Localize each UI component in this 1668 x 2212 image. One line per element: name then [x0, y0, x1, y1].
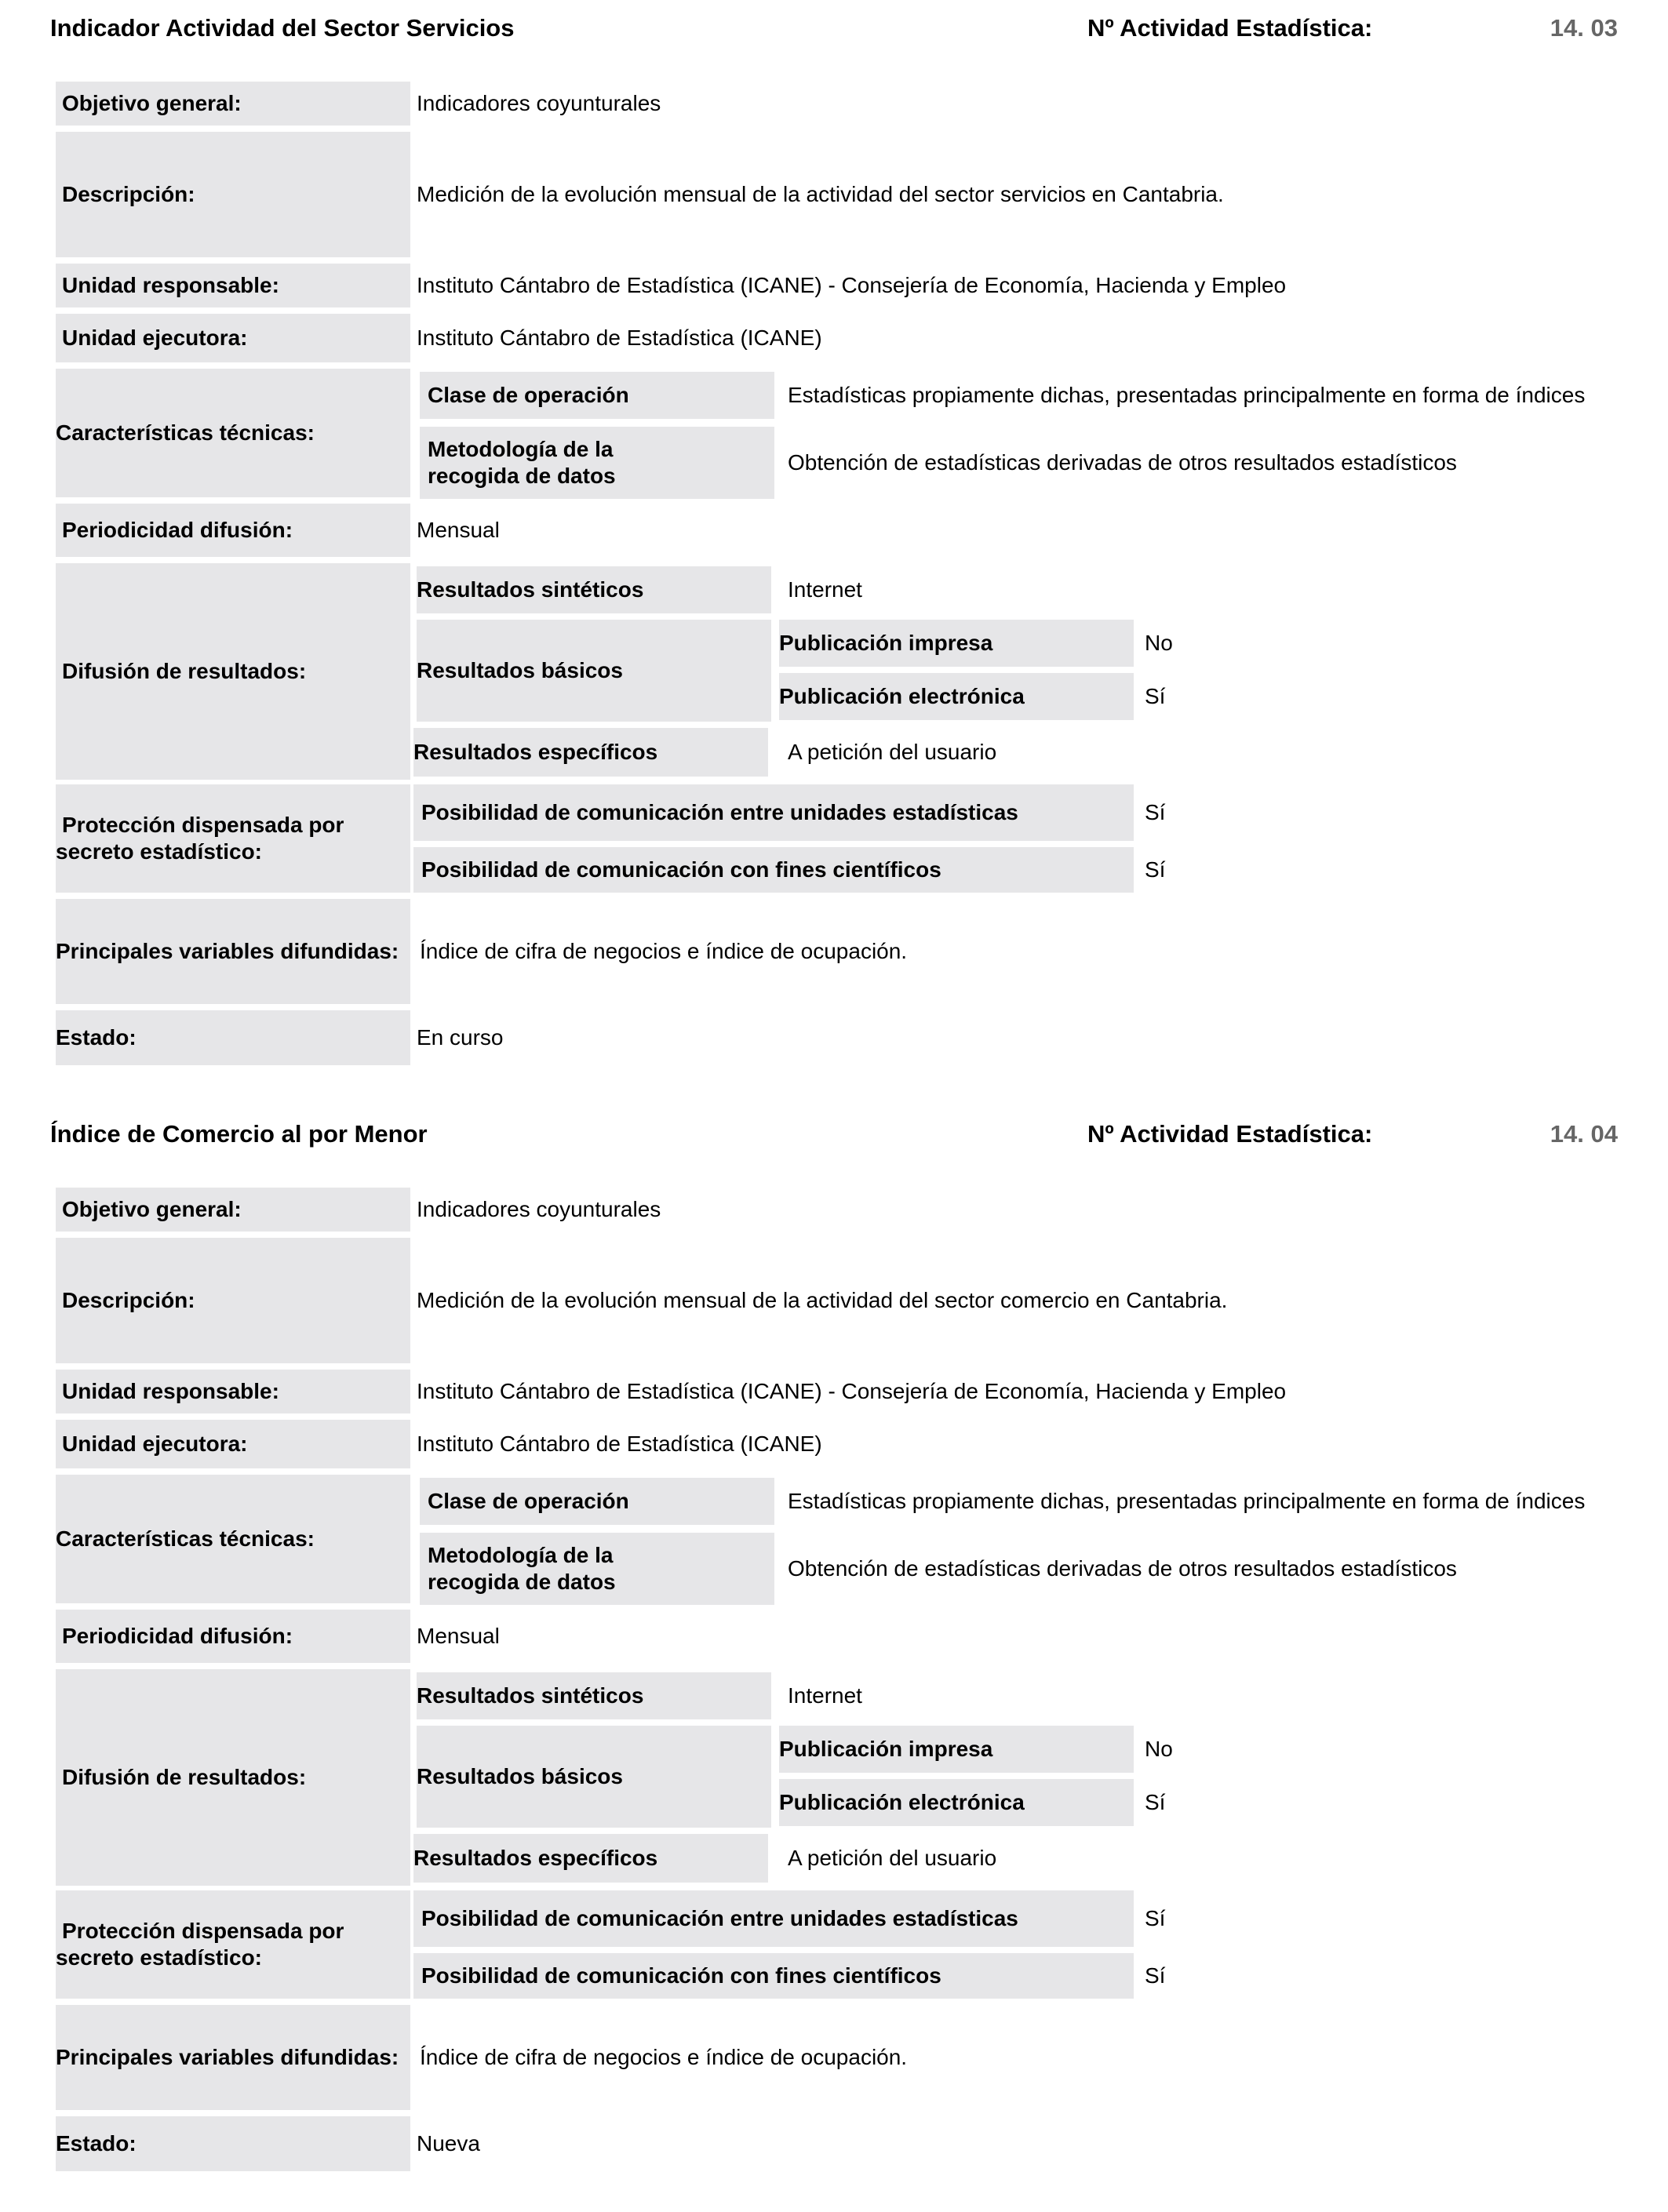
metodologia-label — [420, 427, 774, 499]
proteccion-label-line1: Protección dispensada por — [62, 1919, 344, 1943]
clase-operacion-value: Estadísticas propiamente dichas, presentadas principalmente en forma de índices — [788, 1489, 1586, 1513]
especificos-label: Resultados específicos — [413, 1834, 768, 1883]
metodologia-label — [420, 1533, 774, 1605]
activity-number-label: Nº Actividad Estadística: — [1087, 1120, 1373, 1148]
descripcion-label: Descripción: — [56, 1238, 410, 1363]
activity-number-value: 14. 03 — [1550, 14, 1618, 42]
unidad-ejecutora-label: Unidad ejecutora: — [56, 1420, 410, 1468]
comunicacion-unidades-label: Posibilidad de comunicación entre unidades estadísticas — [413, 1890, 1134, 1947]
comunicacion-cientificos-value: Sí — [1145, 857, 1166, 882]
section-title: Índice de Comercio al por Menor — [50, 1120, 428, 1148]
unidad-responsable-value: Instituto Cántabro de Estadística (ICANE) - Consejería de Economía, Hacienda y Empleo — [417, 273, 1287, 297]
estado-label: Estado: — [56, 1010, 410, 1065]
descripcion-value: Medición de la evolución mensual de la actividad del sector servicios en Cantabria. — [417, 182, 1224, 206]
proteccion-label-line1: Protección dispensada por — [62, 813, 344, 837]
section-title: Indicador Actividad del Sector Servicios — [50, 14, 515, 42]
basicos-label: Resultados básicos — [417, 1726, 771, 1828]
electronica-label: Publicación electrónica — [779, 673, 1134, 720]
especificos-value: A petición del usuario — [788, 1846, 997, 1870]
periodicidad-label: Periodicidad difusión: — [56, 1610, 410, 1663]
basicos-label: Resultados básicos — [417, 620, 771, 722]
section-comercio — [0, 1106, 1668, 2212]
metodologia-label-line1: Metodología de la — [428, 1543, 614, 1567]
especificos-label: Resultados específicos — [413, 728, 768, 777]
metodologia-label-line2: recogida de datos — [428, 464, 616, 488]
variables-label: Principales variables difundidas: — [56, 899, 410, 1004]
unidad-responsable-label: Unidad responsable: — [56, 264, 410, 307]
periodicidad-value: Mensual — [417, 1624, 500, 1648]
sinteticos-value: Internet — [788, 577, 862, 602]
clase-operacion-label: Clase de operación — [420, 372, 774, 419]
impresa-label: Publicación impresa — [779, 620, 1134, 667]
proteccion-label-line2: secreto estadístico: — [56, 839, 262, 864]
caracteristicas-label: Características técnicas: — [56, 1475, 410, 1603]
impresa-label: Publicación impresa — [779, 1726, 1134, 1773]
metodologia-value: Obtención de estadísticas derivadas de otros resultados estadísticos — [788, 450, 1457, 475]
descripcion-value: Medición de la evolución mensual de la actividad del sector comercio en Cantabria. — [417, 1288, 1228, 1312]
metodologia-label-line1: Metodología de la — [428, 437, 614, 461]
comunicacion-unidades-value: Sí — [1145, 1906, 1166, 1930]
clase-operacion-label: Clase de operación — [420, 1478, 774, 1525]
comunicacion-cientificos-value: Sí — [1145, 1963, 1166, 1988]
sinteticos-label: Resultados sintéticos — [417, 1672, 771, 1719]
proteccion-label — [56, 1890, 410, 1999]
objetivo-value: Indicadores coyunturales — [417, 1197, 661, 1221]
activity-number-label: Nº Actividad Estadística: — [1087, 14, 1373, 42]
caracteristicas-label: Características técnicas: — [56, 369, 410, 497]
sinteticos-label: Resultados sintéticos — [417, 566, 771, 613]
periodicidad-value: Mensual — [417, 518, 500, 542]
unidad-ejecutora-value: Instituto Cántabro de Estadística (ICANE) — [417, 1432, 822, 1456]
electronica-value: Sí — [1145, 684, 1166, 708]
variables-value: Índice de cifra de negocios e índice de ocupación. — [420, 939, 908, 963]
proteccion-label — [56, 784, 410, 893]
comunicacion-cientificos-label: Posibilidad de comunicación con fines científicos — [413, 847, 1134, 893]
unidad-responsable-label: Unidad responsable: — [56, 1370, 410, 1413]
difusion-label: Difusión de resultados: — [56, 1669, 410, 1886]
activity-number-value: 14. 04 — [1550, 1120, 1618, 1148]
variables-value: Índice de cifra de negocios e índice de ocupación. — [420, 2045, 908, 2069]
impresa-value: No — [1145, 1737, 1173, 1761]
comunicacion-unidades-value: Sí — [1145, 800, 1166, 824]
unidad-ejecutora-value: Instituto Cántabro de Estadística (ICANE) — [417, 326, 822, 350]
electronica-value: Sí — [1145, 1790, 1166, 1814]
estado-value: En curso — [417, 1025, 504, 1050]
clase-operacion-value: Estadísticas propiamente dichas, presentadas principalmente en forma de índices — [788, 383, 1586, 407]
variables-label: Principales variables difundidas: — [56, 2005, 410, 2110]
proteccion-label-line2: secreto estadístico: — [56, 1945, 262, 1970]
estado-value: Nueva — [417, 2131, 480, 2156]
impresa-value: No — [1145, 631, 1173, 655]
sinteticos-value: Internet — [788, 1683, 862, 1708]
descripcion-label: Descripción: — [56, 132, 410, 257]
periodicidad-label: Periodicidad difusión: — [56, 504, 410, 557]
metodologia-value: Obtención de estadísticas derivadas de otros resultados estadísticos — [788, 1556, 1457, 1581]
objetivo-value: Indicadores coyunturales — [417, 91, 661, 115]
electronica-label: Publicación electrónica — [779, 1779, 1134, 1826]
especificos-value: A petición del usuario — [788, 740, 997, 764]
comunicacion-unidades-label: Posibilidad de comunicación entre unidades estadísticas — [413, 784, 1134, 841]
metodologia-label-line2: recogida de datos — [428, 1570, 616, 1594]
objetivo-label: Objetivo general: — [56, 82, 410, 126]
objetivo-label: Objetivo general: — [56, 1188, 410, 1232]
estado-label: Estado: — [56, 2116, 410, 2171]
comunicacion-cientificos-label: Posibilidad de comunicación con fines científicos — [413, 1953, 1134, 1999]
unidad-ejecutora-label: Unidad ejecutora: — [56, 314, 410, 362]
difusion-label: Difusión de resultados: — [56, 563, 410, 780]
unidad-responsable-value: Instituto Cántabro de Estadística (ICANE) - Consejería de Economía, Hacienda y Empleo — [417, 1379, 1287, 1403]
